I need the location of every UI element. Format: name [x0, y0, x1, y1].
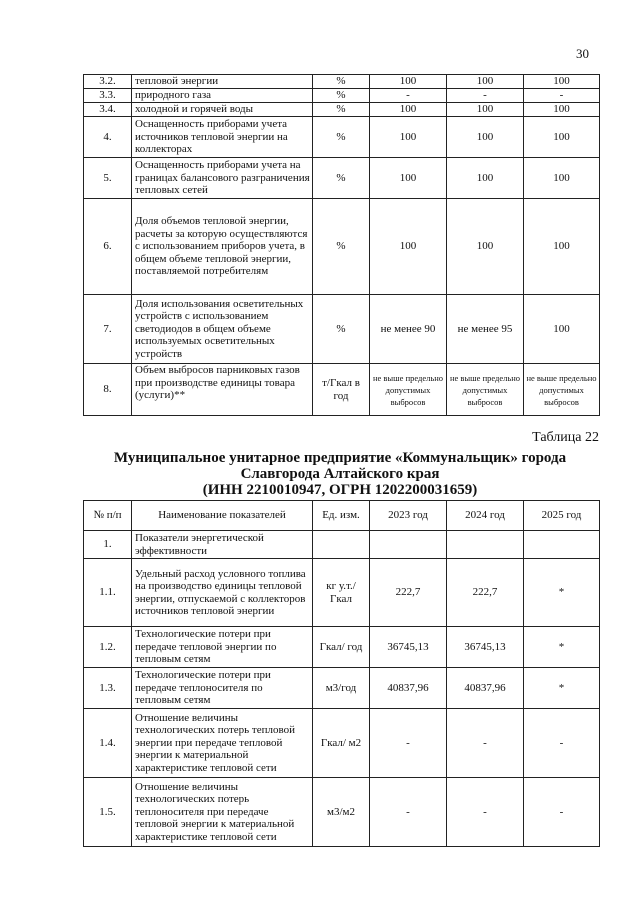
- row-number: 6.: [84, 199, 132, 295]
- value-cell: 100: [447, 117, 524, 158]
- row-number: 1.: [84, 531, 132, 559]
- heading-line-2: Славгорода Алтайского края: [240, 466, 440, 482]
- value-cell: 100: [447, 199, 524, 295]
- indicator-name: холодной и горячей воды: [132, 103, 313, 117]
- value-cell: -: [370, 778, 447, 847]
- value-cell: 100: [524, 295, 600, 364]
- unit-cell: [313, 531, 370, 559]
- value-cell: 36745,13: [370, 627, 447, 668]
- unit-cell: %: [313, 295, 370, 364]
- indicator-name: Оснащенность приборами учета источников тепловой энергии на коллекторах: [132, 117, 313, 158]
- unit-cell: %: [313, 199, 370, 295]
- unit-cell: %: [313, 158, 370, 199]
- indicator-name: природного газа: [132, 89, 313, 103]
- row-number: 5.: [84, 158, 132, 199]
- header-num: № п/п: [84, 501, 132, 531]
- row-number: 3.3.: [84, 89, 132, 103]
- indicator-name: тепловой энергии: [132, 75, 313, 89]
- value-cell: 100: [370, 158, 447, 199]
- unit-cell: Гкал/ м2: [313, 709, 370, 778]
- table-row: [84, 117, 600, 158]
- value-cell: -: [447, 709, 524, 778]
- header-year-2025: 2025 год: [524, 501, 600, 531]
- row-number: 3.4.: [84, 103, 132, 117]
- header-name: Наименование показателей: [132, 501, 313, 531]
- unit-cell: %: [313, 75, 370, 89]
- unit-cell: %: [313, 117, 370, 158]
- row-number: 1.2.: [84, 627, 132, 668]
- table-22: [83, 500, 600, 847]
- value-cell: 100: [370, 103, 447, 117]
- unit-cell: кг у.т./ Гкал: [313, 559, 370, 627]
- value-cell: *: [524, 559, 600, 627]
- unit-cell: %: [313, 103, 370, 117]
- indicator-name: Доля объемов тепловой энергии, расчеты за которую осуществляются с использованием приборов учета, в общем объеме тепловой энергии, поставляемой потребителям: [132, 199, 313, 295]
- table-row: [84, 75, 600, 89]
- value-cell: 100: [370, 199, 447, 295]
- indicator-name: Удельный расход условного топлива на производство единицы тепловой энергии, отпускаемой с коллекторов источников тепловой энергии: [132, 559, 313, 627]
- value-cell: не выше предельно допустимых выбросов: [370, 364, 447, 416]
- value-cell: 100: [524, 158, 600, 199]
- unit-cell: м3/год: [313, 668, 370, 709]
- table-row: [84, 778, 600, 847]
- row-number: 8.: [84, 364, 132, 416]
- row-number: 1.5.: [84, 778, 132, 847]
- value-cell: 100: [524, 103, 600, 117]
- row-number: 1.4.: [84, 709, 132, 778]
- value-cell: 222,7: [447, 559, 524, 627]
- value-cell: [370, 531, 447, 559]
- value-cell: -: [370, 89, 447, 103]
- table-row: [84, 89, 600, 103]
- table-row: [84, 364, 600, 416]
- value-cell: -: [370, 709, 447, 778]
- value-cell: [447, 531, 524, 559]
- value-cell: 100: [370, 117, 447, 158]
- header-year-2024: 2024 год: [447, 501, 524, 531]
- table-row: [84, 709, 600, 778]
- value-cell: не менее 95: [447, 295, 524, 364]
- value-cell: не выше предельно допустимых выбросов: [447, 364, 524, 416]
- table-row: [84, 531, 600, 559]
- value-cell: 100: [370, 75, 447, 89]
- value-cell: -: [524, 778, 600, 847]
- indicator-name: Показатели энергетической эффективности: [132, 531, 313, 559]
- value-cell: 36745,13: [447, 627, 524, 668]
- row-number: 7.: [84, 295, 132, 364]
- table-row: [84, 627, 600, 668]
- table-row: [84, 559, 600, 627]
- unit-cell: т/Гкал в год: [313, 364, 370, 416]
- page-number: 30: [576, 46, 589, 61]
- value-cell: -: [447, 778, 524, 847]
- value-cell: [524, 531, 600, 559]
- value-cell: 100: [447, 158, 524, 199]
- table-label: Таблица 22: [532, 430, 599, 445]
- table-row: [84, 199, 600, 295]
- heading-line-1: Муниципальное унитарное предприятие «Коммунальщик» города: [113, 450, 567, 466]
- table-row: [84, 158, 600, 199]
- value-cell: 100: [447, 75, 524, 89]
- row-number: 3.2.: [84, 75, 132, 89]
- indicator-name: Объем выбросов парниковых газов при производстве единицы товара (услуги)**: [132, 364, 313, 416]
- value-cell: 100: [447, 103, 524, 117]
- value-cell: 222,7: [370, 559, 447, 627]
- value-cell: -: [524, 89, 600, 103]
- indicator-name: Отношение величины технологических потерь тепловой энергии при передаче тепловой энергии к материальной характеристике тепловой сети: [132, 709, 313, 778]
- value-cell: *: [524, 627, 600, 668]
- indicator-name: Доля использования осветительных устройств с использованием светодиодов в общем объеме используемых осветительных устройств: [132, 295, 313, 364]
- table-row: [84, 295, 600, 364]
- unit-cell: %: [313, 89, 370, 103]
- value-cell: 40837,96: [370, 668, 447, 709]
- indicator-name: Технологические потери при передаче теплоносителя по тепловым сетям: [132, 668, 313, 709]
- row-number: 4.: [84, 117, 132, 158]
- organization-heading: [90, 450, 590, 498]
- value-cell: не выше предельно допустимых выбросов: [524, 364, 600, 416]
- value-cell: 100: [524, 117, 600, 158]
- value-cell: не менее 90: [370, 295, 447, 364]
- indicators-table-continued: [83, 74, 600, 416]
- header-unit: Ед. изм.: [313, 501, 370, 531]
- indicator-name: Отношение величины технологических потерь теплоносителя при передаче тепловой энергии к материальной характеристике тепловой сети: [132, 778, 313, 847]
- value-cell: 100: [524, 75, 600, 89]
- unit-cell: Гкал/ год: [313, 627, 370, 668]
- table-header-row: [84, 501, 600, 531]
- heading-line-3: (ИНН 2210010947, ОГРН 1202200031659): [202, 482, 478, 498]
- header-year-2023: 2023 год: [370, 501, 447, 531]
- value-cell: -: [524, 709, 600, 778]
- table-row: [84, 668, 600, 709]
- table-row: [84, 103, 600, 117]
- value-cell: 100: [524, 199, 600, 295]
- value-cell: -: [447, 89, 524, 103]
- value-cell: 40837,96: [447, 668, 524, 709]
- indicator-name: Технологические потери при передаче тепловой энергии по тепловым сетям: [132, 627, 313, 668]
- unit-cell: м3/м2: [313, 778, 370, 847]
- indicator-name: Оснащенность приборами учета на границах балансового разграничения тепловых сетей: [132, 158, 313, 199]
- row-number: 1.1.: [84, 559, 132, 627]
- value-cell: *: [524, 668, 600, 709]
- row-number: 1.3.: [84, 668, 132, 709]
